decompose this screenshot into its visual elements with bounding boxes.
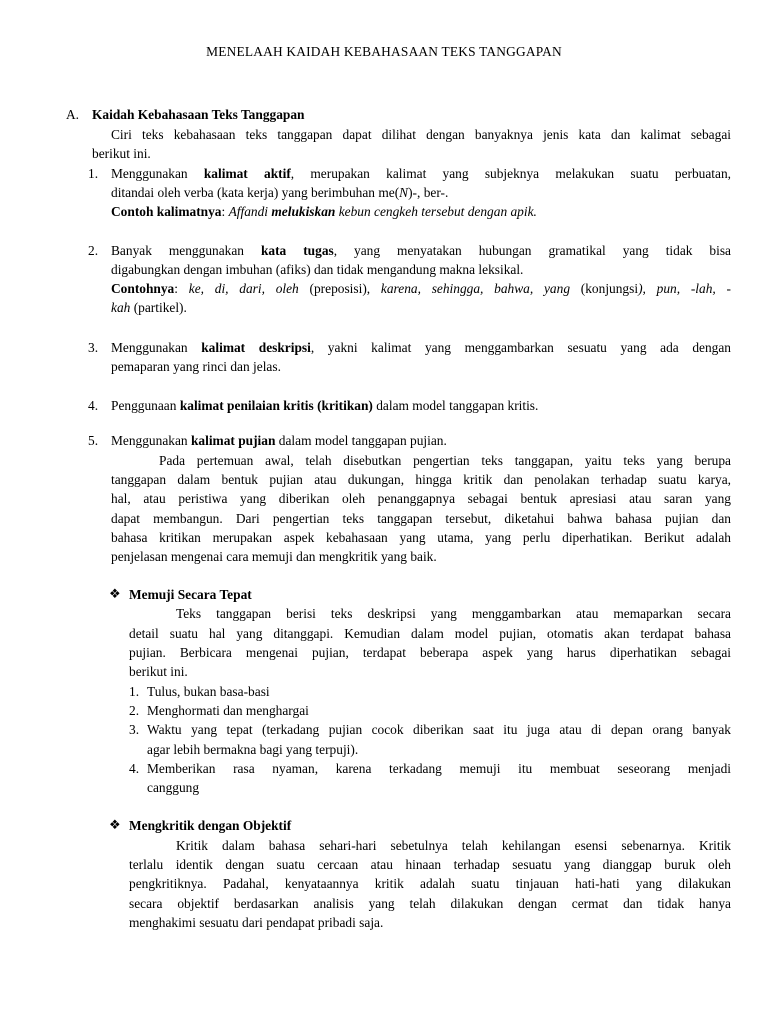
item-1-example: Contoh kalimatnya: Affandi melukiskan kebun cengkeh tersebut dengan apik. xyxy=(111,204,537,219)
mengkritik-para-line1: Kritik dalam bahasa sehari-hari sebetulnya telah kehilangan esensi sebenarnya. Kritik xyxy=(176,838,731,853)
item-3-line2: pemaparan yang rinci dan jelas. xyxy=(111,359,281,374)
item-3-line1: Menggunakan kalimat deskripsi, yakni kalimat yang menggambarkan sesuatu yang ada dengan xyxy=(111,340,731,355)
item-1-number: 1. xyxy=(88,166,99,181)
item-5-para-line5: bahasa kritikan merupakan aspek kebahasaan yang utama, yang perlu diperhatikan. Berikut adalah xyxy=(111,530,731,545)
item-2-example-line2: kah (partikel). xyxy=(111,300,187,315)
mengkritik-para-line3: pengkritiknya. Padahal, kenyataannya kritik adalah suatu tinjauan hati-hati yang dilakukan xyxy=(129,876,731,891)
memuji-list-2-text: Menghormati dan menghargai xyxy=(147,703,309,718)
section-a-marker: A. xyxy=(66,107,80,122)
item-2-line2: digabungkan dengan imbuhan (afiks) dan tidak mengandung makna leksikal. xyxy=(111,262,524,277)
mengkritik-para-line4: secara objektif berdasarkan analisis yang telah dilakukan dengan cermat dan tidak hanya xyxy=(129,896,731,911)
memuji-para-line3: pujian. Berbicara mengenai pujian, terdapat beberapa aspek yang harus diperhatikan sebagai xyxy=(129,645,731,660)
item-2-number: 2. xyxy=(88,243,99,258)
mengkritik-heading: Mengkritik dengan Objektif xyxy=(129,818,292,833)
bullet-diamond-icon: ❖ xyxy=(109,587,121,602)
item-5-para-line2: tanggapan dalam bentuk pujian atau dukungan, hingga kritik dan penolakan terhadap suatu karya, xyxy=(111,472,731,487)
memuji-list-4-line2: canggung xyxy=(147,780,200,795)
item-5-number: 5. xyxy=(88,433,99,448)
memuji-heading: Memuji Secara Tepat xyxy=(129,587,252,602)
item-5-para-line1: Pada pertemuan awal, telah disebutkan pengertian teks tanggapan, yaitu teks yang berupa xyxy=(159,453,731,468)
memuji-list-1-number: 1. xyxy=(129,684,140,699)
item-2-example-line1: Contohnya: ke, di, dari, oleh (preposisi), karena, sehingga, bahwa, yang (konjungsi), pun, -lah, - xyxy=(111,281,731,296)
item-4-number: 4. xyxy=(88,398,99,413)
memuji-list-3-line1: Waktu yang tepat (terkadang pujian cocok diberikan saat itu juga atau di depan orang banyak xyxy=(147,722,731,737)
section-a-heading: Kaidah Kebahasaan Teks Tanggapan xyxy=(92,107,305,122)
mengkritik-para-line2: terlalu identik dengan suatu cercaan atau hinaan terhadap sesuatu yang dianggap buruk oleh xyxy=(129,857,731,872)
memuji-para-line1: Teks tanggapan berisi teks deskripsi yang menggambarkan atau memaparkan secara xyxy=(176,606,731,621)
memuji-para-line4: berikut ini. xyxy=(129,664,188,679)
mengkritik-para-line5: menghakimi sesuatu dari pendapat pribadi saja. xyxy=(129,915,384,930)
bullet-diamond-icon: ❖ xyxy=(109,818,121,833)
item-5-line1: Menggunakan kalimat pujian dalam model tanggapan pujian. xyxy=(111,433,447,448)
item-1-line1: Menggunakan kalimat aktif, merupakan kalimat yang subjeknya melakukan suatu perbuatan, xyxy=(111,166,732,181)
section-a-intro-line1: Ciri teks kebahasaan teks tanggapan dapat dilihat dengan banyaknya jenis kata dan kalimat sebagai xyxy=(111,127,731,142)
item-3-number: 3. xyxy=(88,340,99,355)
item-5-para-line3: hal, atau peristiwa yang diberikan oleh penanggapnya sebagai bentuk apresiasi atau saran yang xyxy=(111,491,731,506)
item-2-line1: Banyak menggunakan kata tugas, yang menyatakan hubungan gramatikal yang tidak bisa xyxy=(111,243,731,258)
memuji-list-4-number: 4. xyxy=(129,761,140,776)
item-1-line2: ditandai oleh verba (kata kerja) yang berimbuhan me(N)-, ber-. xyxy=(111,185,449,200)
memuji-para-line2: detail suatu hal yang ditanggapi. Kemudian dalam model pujian, otomatis akan terdapat bahasa xyxy=(129,626,731,641)
item-5-para-line4: dapat membangun. Dari pengertian teks tanggapan tersebut, diketahui bahwa bahasa pujian dan xyxy=(111,511,731,526)
memuji-list-4-line1: Memberikan rasa nyaman, karena terkadang memuji itu membuat seseorang menjadi xyxy=(147,761,731,776)
memuji-list-3-line2: agar lebih bermakna bagi yang terpuji). xyxy=(147,742,359,757)
document-title: MENELAAH KAIDAH KEBAHASAAN TEKS TANGGAPAN xyxy=(206,44,562,59)
memuji-list-2-number: 2. xyxy=(129,703,140,718)
section-a-intro-line2: berikut ini. xyxy=(92,146,151,161)
item-5-para-line6: penjelasan mengenai cara memuji dan mengkritik yang baik. xyxy=(111,549,437,564)
item-4-line1: Penggunaan kalimat penilaian kritis (kritikan) dalam model tanggapan kritis. xyxy=(111,398,539,413)
memuji-list-3-number: 3. xyxy=(129,722,140,737)
memuji-list-1-text: Tulus, bukan basa-basi xyxy=(147,684,270,699)
